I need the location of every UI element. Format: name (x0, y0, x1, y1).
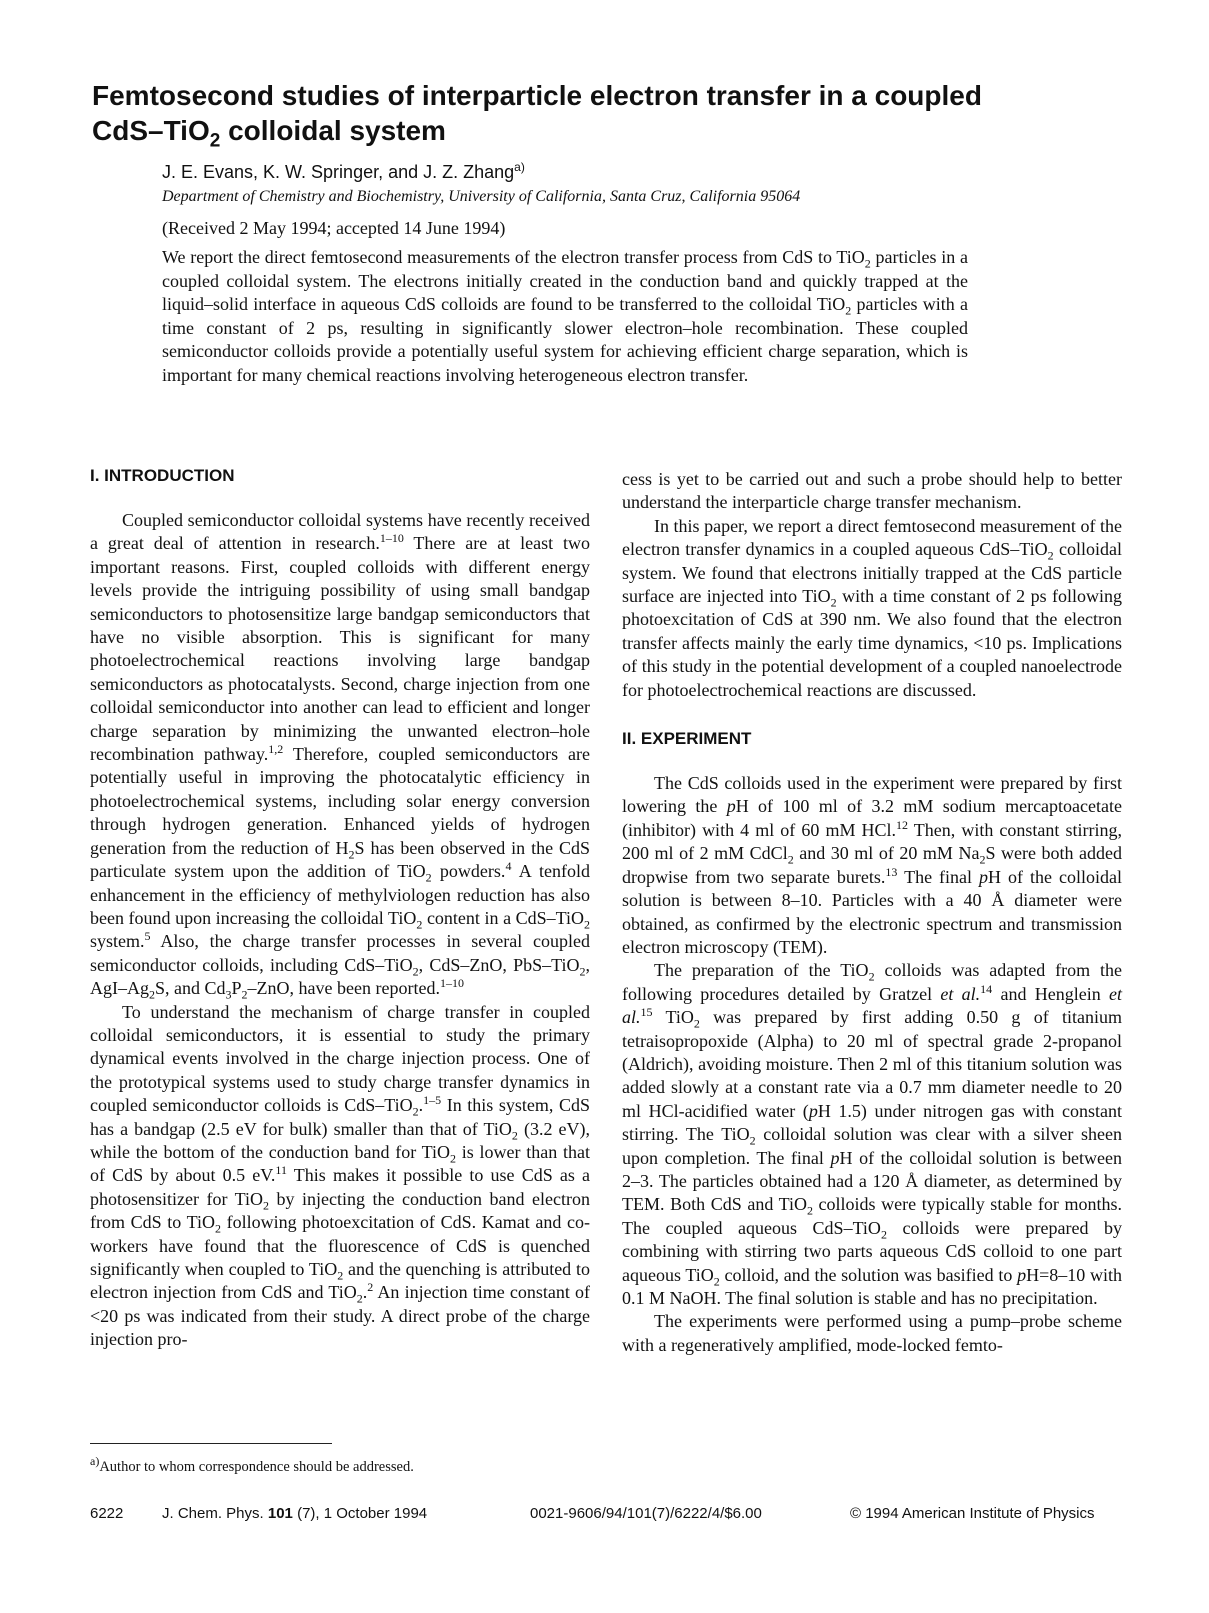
right-column (622, 468, 1122, 1357)
experiment-paragraph-3: The experiments were performed using a pump–probe scheme with a regeneratively amplified, mode-locked femto- (622, 1311, 1122, 1355)
intro-paragraph-3: In this paper, we report a direct femtosecond measurement of the electron transfer dynamics in a coupled aqueous CdS–TiO$_2$ colloidal system. We found that electrons initially trapped at the CdS particle surface are injected into TiO$_2$ with a time constant of 2 ps following photoexcitation of CdS at 390 nm. We also found that the electron transfer affects mainly the early time dynamics, <10 ps. Implications of this study in the potential development of a coupled nanoelectrode for photoelectrochemical reactions are discussed. (622, 515, 1122, 700)
experiment-paragraph-2: The preparation of the TiO$_2$ colloids was adapted from the following procedures detailed by Gratzel et al.$^{14}$ and Henglein et al.$^{15}$ TiO$_2$ was prepared by first adding 0.50 g of titanium tetraisopropoxide (Alpha) to 20 ml of spectral grade 2-propanol (Aldrich), avoiding moisture. Then 2 ml of this titanium solution was added slowly at a constant rate via a 0.7 mm diameter needle to 20 ml HCl-acidified water (pH 1.5) under nitrogen gas with constant stirring. The TiO$_2$ colloidal solution was clear with a silver sheen upon completion. The final pH of the colloidal solution is between 2–3. The particles obtained had a 120 Å diameter, as determined by TEM. Both CdS and TiO$_2$ colloids were typically stable for months. The coupled aqueous CdS–TiO$_2$ colloids were prepared by combining with stirring two parts aqueous CdS colloid to one part aqueous TiO$_2$ colloid, and the solution was basified to pH=8–10 with 0.1 M NaOH. The final solution is stable and has no precipitation. (622, 960, 1123, 1308)
intro-continuation: cess is yet to be carried out and such a probe should help to better understand the interparticle charge transfer mechanism. (622, 469, 1122, 513)
journal-citation: J. Chem. Phys. 101 (7), 1 October 1994 (162, 1505, 428, 1522)
title-line-2: CdS–TiO$_2$ colloidal system (92, 115, 446, 152)
experiment-paragraph-1: The CdS colloids used in the experiment were prepared by first lowering the pH of 100 ml of 3.2 mM sodium mercaptoacetate (inhibitor) with 4 ml of 60 mM HCl.$^{12}$ Then, with constant stirring, 200 ml of 2 mM CdCl$_2$ and 30 ml of 20 mM $Na_2S$ were both added dropwise from two separate burets.$^{13}$ The final pH of the colloidal solution is between 8–10. Particles with a 40 Å diameter were obtained, as confirmed by the electronic spectrum and transmission electron microscopy (TEM). (622, 773, 1123, 957)
article-code: 0021-9606/94/101(7)/6222/4/$6.00 (530, 1505, 762, 1522)
intro-paragraph-1: Coupled semiconductor colloidal systems have recently received a great deal of attention in research.$^{1-10}$ There are at least two important reasons. First, coupled colloids with different energy levels provide the intriguing possibility of using small bandgap semiconductors to photosensitize large bandgap semiconductors that have no visible absorption. This is significant for many photoelectrochemical reactions involving large bandgap semiconductors as photocatalysts. Second, charge injection from one colloidal semiconductor into another can lead to efficient and longer charge separation by minimizing the unwanted electron–hole recombination pathway.$^{1,2}$ Therefore, coupled semiconductors are potentially useful in improving the photocatalytic efficiency in photoelectrochemical systems, including solar energy conversion through hydrogen generation. Enhanced yields of hydrogen generation from the reduction of $H_2S$ has been observed in the CdS particulate system upon the addition of TiO$_2$ powders.$^4$ A tenfold enhancement in the efficiency of methylviologen reduction has also been found upon increasing the colloidal TiO$_2$ content in a CdS–TiO$_2$ system.$^5$ Also, the charge transfer processes in several coupled semiconductor colloids, including CdS–TiO$_2$, CdS–ZnO, PbS–TiO$_2$, AgI–$Ag_2S$, and $Cd_3P_2$–ZnO, have been reported.$^{1-10}$ (90, 510, 591, 1002)
author-list: J. E. Evans, K. W. Springer, and J. Z. Zhang$^{a)}$ (162, 160, 525, 182)
intro-paragraph-2: To understand the mechanism of charge transfer in coupled colloidal semiconductors, it is essential to study the primary dynamical events involved in the charge injection process. One of the prototypical systems used to study charge transfer dynamics in coupled semiconductor colloids is CdS–TiO$_2$.$^{1-5}$ In this system, CdS has a bandgap (2.5 eV for bulk) smaller than that of TiO$_2$ (3.2 eV), while the bottom of the conduction band for TiO$_2$ is lower than that of CdS by about 0.5 eV.$^{11}$ This makes it possible to use CdS as a photosensitizer for TiO$_2$ by injecting the conduction band electron from CdS to TiO$_2$ following photoexcitation of CdS. Kamat and co-workers have found that the fluorescence of CdS is quenched significantly when coupled to TiO$_2$ and the quenching is attributed to electron injection from CdS and TiO$_2$.$^2$ An injection time constant of <20 ps was indicated from their study. A direct probe of the charge injection pro- (90, 1001, 590, 1350)
copyright-notice: © 1994 American Institute of Physics (850, 1505, 1095, 1522)
page-number: 6222 (90, 1505, 124, 1522)
left-column (90, 465, 590, 1352)
footnote-divider (90, 1443, 332, 1444)
section-heading-introduction: I. INTRODUCTION (90, 466, 235, 485)
section-heading-experiment: II. EXPERIMENT (622, 729, 752, 749)
paper-title (92, 78, 1122, 152)
title-line-1: Femtosecond studies of interparticle electron transfer in a coupled (92, 80, 982, 111)
correspondence-footnote: $^{a)}$Author to whom correspondence should be addressed. (90, 1454, 414, 1475)
affiliation: Department of Chemistry and Biochemistry, University of California, Santa Cruz, California 95064 (162, 188, 801, 205)
abstract: We report the direct femtosecond measurements of the electron transfer process from CdS to TiO$_2$ particles in a coupled colloidal system. The electrons initially created in the conduction band and quickly trapped at the liquid–solid interface in aqueous CdS colloids are found to be transferred to the colloidal TiO$_2$ particles with a time constant of 2 ps, resulting in significantly slower electron–hole recombination. These coupled semiconductor colloids provide a potentially useful system for achieving efficient charge separation, which is important for many chemical reactions involving heterogeneous electron transfer. (162, 247, 968, 385)
author-footnote-mark: a) (514, 160, 525, 174)
received-dates: (Received 2 May 1994; accepted 14 June 1994) (162, 218, 506, 238)
